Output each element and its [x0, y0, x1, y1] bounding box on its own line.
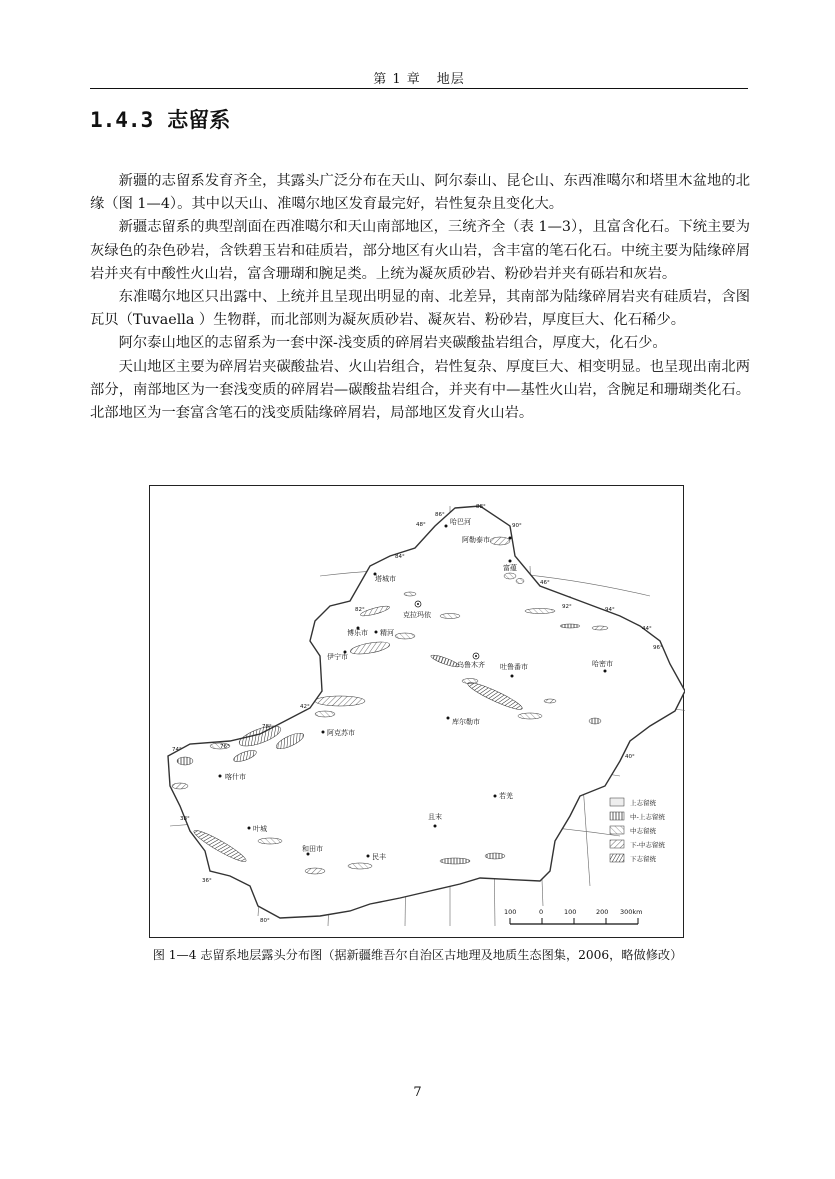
legend-label: 下-中志留统: [630, 841, 665, 849]
scale-bar: [504, 908, 643, 924]
svg-text:94°: 94°: [605, 607, 615, 613]
section-title: 志留系: [167, 108, 231, 132]
figure-caption: 图 1—4 志留系地层露头分布图（据新疆维吾尔自治区古地理及地质生态图集，2006，略做修改）: [152, 948, 683, 962]
paragraph: 天山地区主要为碎屑岩夹碳酸盐岩、火山岩组合，岩性复杂、厚度巨大、相变明显。也呈现出南北两部分，南部地区为一套浅变质的碎屑岩—碳酸盐岩组合，并夹有中—基性火山岩，含腕足和珊瑚类化石。北部地区为一套富含笔石的浅变质陆缘碎屑岩，局部地区发育火山岩。: [90, 358, 750, 422]
paragraph: 东准噶尔地区只出露中、上统并且呈现出明显的南、北差异，其南部为陆缘碎屑岩夹有硅质岩，含图瓦贝（Tuvaella ）生物群，而北部则为凝灰质砂岩、凝灰岩、粉砂岩，厚度巨大、化石稀少。: [90, 289, 750, 329]
svg-text:88°: 88°: [476, 504, 486, 510]
city-label: 喀什市: [225, 773, 246, 781]
svg-text:48°: 48°: [416, 522, 426, 528]
city-label: 库尔勒市: [452, 718, 480, 726]
city-label: 克拉玛依: [403, 611, 431, 619]
svg-text:76°: 76°: [220, 744, 230, 750]
svg-text:92°: 92°: [562, 604, 572, 610]
paragraph: 阿尔泰山地区的志留系为一套中深-浅变质的碎屑岩夹碳酸盐岩组合，厚度大，化石少。: [118, 335, 667, 352]
svg-text:96°: 96°: [653, 645, 663, 651]
city-label: 哈巴河: [450, 518, 471, 526]
svg-text:46°: 46°: [540, 580, 550, 586]
city-label: 民丰: [372, 853, 386, 861]
svg-text:84°: 84°: [395, 554, 405, 560]
city-label: 精河: [380, 629, 394, 637]
region-outline: [168, 506, 685, 918]
city-label: 和田市: [302, 845, 323, 853]
legend-label: 下志留统: [630, 855, 656, 863]
svg-text:0: 0: [539, 908, 544, 916]
map-legend: [610, 798, 665, 863]
figure-map: [149, 485, 684, 938]
city-label: 博乐市: [347, 629, 368, 637]
section-number: 1.4.3: [90, 108, 154, 132]
svg-text:74°: 74°: [172, 747, 182, 753]
svg-text:90°: 90°: [512, 523, 522, 529]
svg-text:80°: 80°: [260, 918, 270, 924]
page-number: 7: [413, 1085, 422, 1100]
header-rule: [90, 88, 748, 89]
city-label: 塔城市: [375, 575, 396, 583]
svg-text:100: 100: [564, 908, 577, 916]
section-heading: [90, 104, 230, 134]
header-title: 地层: [436, 72, 465, 87]
city-label: 且末: [428, 813, 442, 821]
svg-text:44°: 44°: [642, 626, 652, 632]
paragraph: 新疆志留系的典型剖面在西准噶尔和天山南部地区，三统齐全（表 1—3），且富含化石。下统主要为灰绿色的杂色砂岩，含铁碧玉岩和硅质岩，部分地区有火山岩，含丰富的笔石化石。中统主要为陆缘碎屑岩并夹有中酸性火山岩，富含珊瑚和腕足类。上统为凝灰质砂岩、粉砂岩并夹有砾岩和灰岩。: [90, 219, 750, 282]
svg-text:42°: 42°: [300, 704, 310, 710]
svg-text:82°: 82°: [355, 607, 365, 613]
svg-text:200: 200: [596, 908, 609, 916]
city-label: 富蕴: [503, 564, 517, 572]
city-label: 吐鲁番市: [500, 663, 528, 671]
legend-label: 上志留统: [630, 799, 656, 807]
city-label: 哈密市: [592, 660, 613, 668]
body-text: [90, 170, 750, 425]
legend-label: 中志留统: [630, 827, 656, 835]
legend-label: 中-上志留统: [630, 813, 665, 821]
paragraph: 新疆的志留系发育齐全，其露头广泛分布在天山、阿尔泰山、昆仑山、东西准噶尔和塔里木盆地的北缘（图 1—4）。其中以天山、准噶尔地区发育最完好，岩性复杂且变化大。: [90, 173, 750, 213]
svg-text:40°: 40°: [625, 754, 635, 760]
running-header: [90, 68, 748, 87]
svg-text:300km: 300km: [620, 908, 643, 916]
svg-text:38°: 38°: [180, 816, 190, 822]
city-label: 若羌: [499, 792, 513, 800]
svg-text:36°: 36°: [202, 878, 212, 884]
city-label: 乌鲁木齐: [457, 661, 485, 669]
city-label: 阿勒泰市: [462, 536, 490, 544]
city-label: 叶城: [253, 825, 267, 833]
xinjiang-map: [150, 486, 685, 939]
header-chapter: 第 1 章: [373, 72, 421, 87]
svg-text:78°: 78°: [262, 724, 272, 730]
svg-text:100: 100: [504, 908, 517, 916]
city-label: 阿克苏市: [327, 729, 355, 737]
city-label: 伊宁市: [327, 653, 348, 661]
svg-text:86°: 86°: [435, 512, 445, 518]
